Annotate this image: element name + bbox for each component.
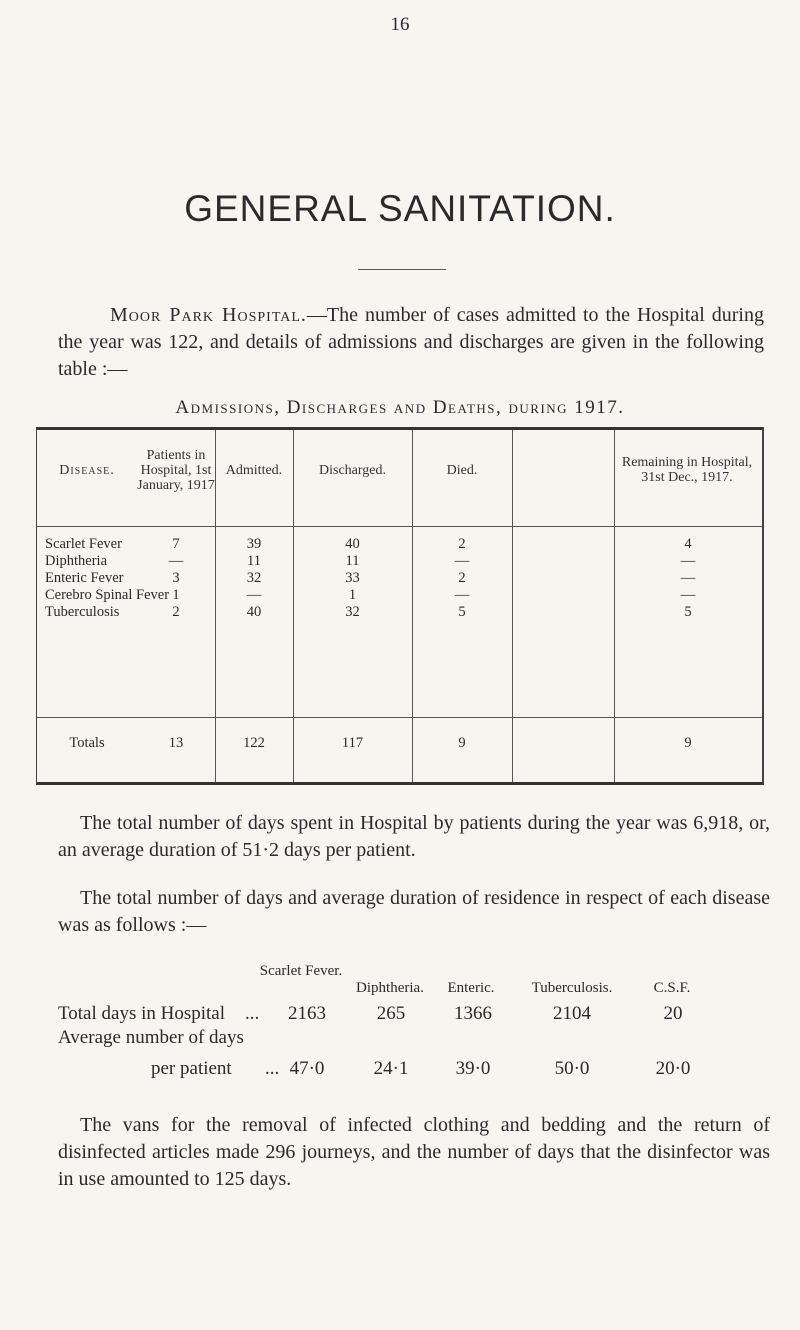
row-average-label: Average number of days (58, 1027, 244, 1048)
cell-died: 5 (458, 604, 466, 620)
disinfection-paragraph: The vans for the removal of infected clothing and bedding and the return of disinfected articles made 296 journeys, and the number of days that the disinfector was in use amounted to 125 days. (58, 1114, 770, 1190)
cell-died: — (454, 553, 470, 569)
value-total-days: 20 (663, 1003, 683, 1024)
col-tuberculosis: Tuberculosis. (531, 980, 613, 996)
cell-admitted: 32 (246, 570, 262, 586)
cell-discharged: 40 (345, 536, 360, 552)
value-total-days: 2104 (553, 1003, 591, 1024)
cell-admitted: 11 (247, 553, 261, 569)
header-discharged: Discharged. (319, 462, 386, 478)
cell-admitted: — (246, 587, 262, 603)
cell-remaining: 4 (684, 536, 692, 552)
cell-died: 2 (458, 570, 466, 586)
residence-intro-paragraph: The total number of days and average duration of residence in respect of each disease was as follows :— (58, 887, 770, 936)
hospital-days-paragraph: The total number of days spent in Hospital by patients during the year was 6,918, or, an average duration of 51·2 days per patient. (58, 812, 770, 861)
cell-discharged: 11 (345, 553, 360, 569)
cell-patients: 2 (172, 604, 180, 620)
cell-discharged: 32 (345, 604, 360, 620)
value-total-days: 1366 (454, 1003, 492, 1024)
col-diphtheria: Diphtheria. (356, 980, 424, 996)
col-scarlet-fever: Scarlet Fever. (259, 963, 343, 979)
heading-rule (358, 269, 446, 270)
col-csf: C.S.F. (653, 980, 691, 996)
value-average-days: 50·0 (554, 1058, 590, 1079)
intro-text: —The number of cases admitted to the Hospital during the year was 122, and details of admissions and discharges are given in the following table :— (58, 304, 764, 380)
column-divider (512, 430, 513, 782)
totals-label: Totals (69, 735, 105, 751)
cell-admitted: 39 (246, 536, 262, 552)
cell-discharged: 1 (348, 587, 357, 603)
total-patients: 13 (168, 735, 184, 751)
total-discharged: 117 (341, 735, 364, 751)
intro-lead: Moor Park Hospital. (110, 304, 307, 326)
total-died: 9 (458, 735, 466, 751)
header-remaining: Remaining in Hospital, 31st Dec., 1917. (621, 455, 753, 485)
col-enteric: Enteric. (447, 980, 495, 996)
row-disease: Diphtheria (45, 553, 108, 569)
cell-patients: — (168, 553, 184, 569)
value-average-days: 47·0 (289, 1058, 325, 1079)
header-admitted: Admitted. (225, 462, 283, 478)
admissions-table (36, 427, 764, 785)
cell-admitted: 40 (246, 604, 262, 620)
row-disease: Cerebro Spinal Fever (45, 587, 170, 603)
header-disease: Disease. (59, 462, 115, 478)
value-average-days: 24·1 (373, 1058, 409, 1079)
table-title: Admissions, Discharges and Deaths, during 1917. (175, 397, 625, 418)
leader-dots: ... (245, 1003, 260, 1024)
row-average-label-cont: per patient (151, 1058, 232, 1079)
cell-died: 2 (458, 536, 466, 552)
page-number: 16 (390, 14, 410, 35)
intro-paragraph (58, 302, 764, 383)
header-died: Died. (446, 462, 478, 478)
row-total-days-label: Total days in Hospital (58, 1003, 226, 1024)
cell-patients: 1 (172, 587, 180, 603)
cell-remaining: 5 (684, 604, 692, 620)
section-heading: GENERAL SANITATION. (184, 188, 616, 229)
value-total-days: 265 (376, 1003, 406, 1024)
row-disease: Enteric Fever (45, 570, 124, 586)
cell-patients: 3 (172, 570, 180, 586)
cell-remaining: — (680, 553, 696, 569)
row-disease: Scarlet Fever (45, 536, 122, 552)
cell-patients: 7 (172, 536, 180, 552)
total-admitted: 122 (243, 735, 265, 751)
header-patients: Patients in Hospital, 1st January, 1917 (137, 447, 215, 493)
total-remaining: 9 (684, 735, 692, 751)
row-disease: Tuberculosis (45, 604, 120, 620)
cell-remaining: — (680, 570, 696, 586)
cell-remaining: — (680, 587, 696, 603)
value-average-days: 39·0 (455, 1058, 491, 1079)
cell-discharged: 33 (345, 570, 360, 586)
leader-dots: ... (265, 1058, 280, 1079)
header-rule (37, 526, 762, 527)
value-total-days: 2163 (288, 1003, 326, 1024)
totals-rule (37, 717, 762, 718)
cell-died: — (454, 587, 470, 603)
value-average-days: 20·0 (655, 1058, 691, 1079)
